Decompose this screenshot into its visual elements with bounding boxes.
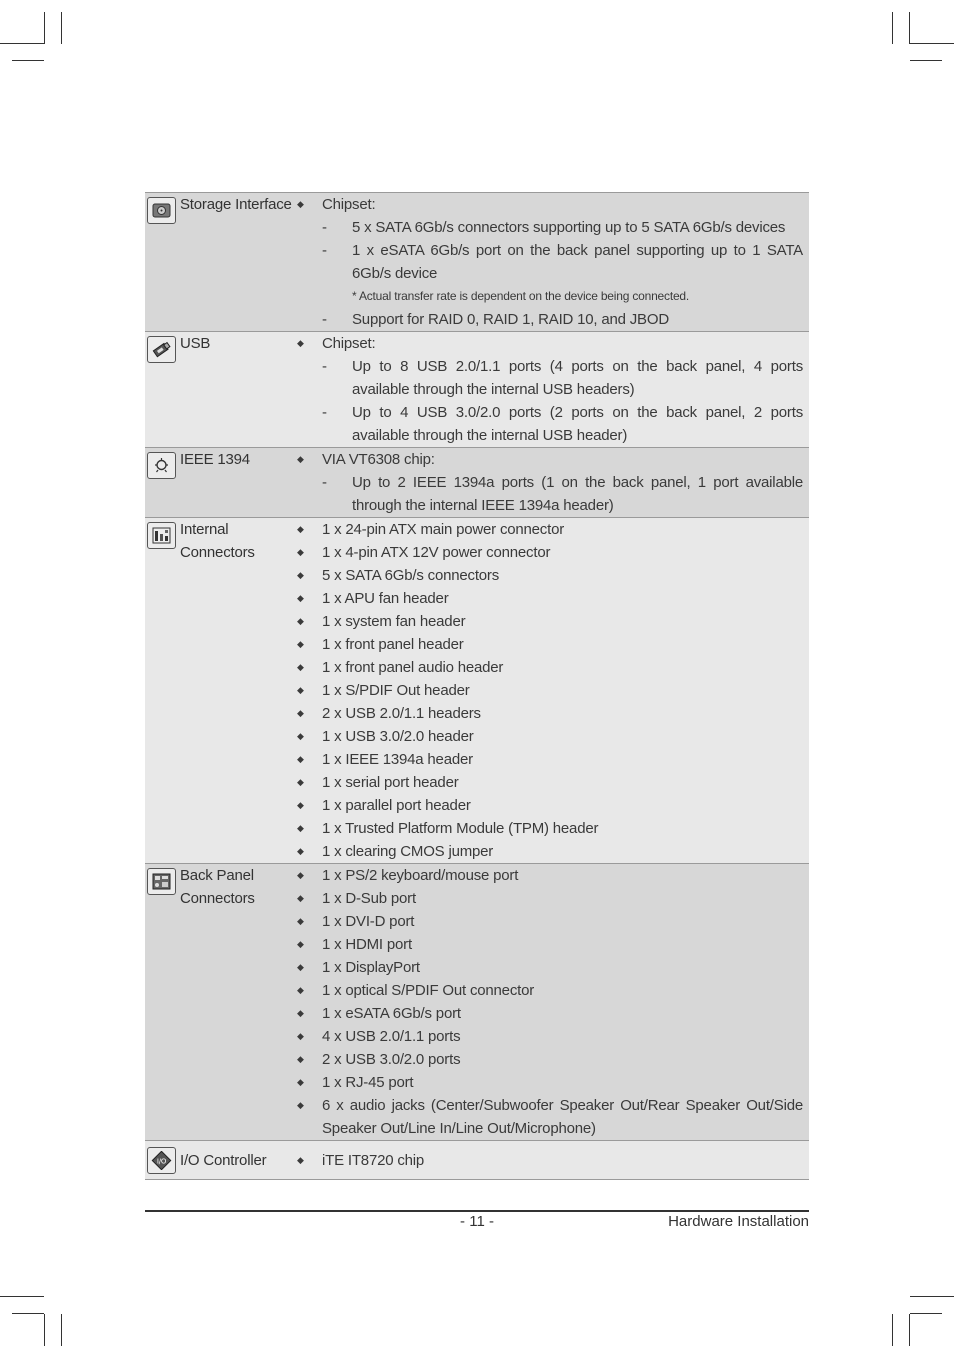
spec-bullet-text: 4 x USB 2.0/1.1 ports [322,1028,461,1045]
spec-content [292,448,809,517]
svg-text:I/O: I/O [156,1157,167,1165]
spec-bullet-item [292,956,803,979]
spec-bullet-text: 1 x USB 3.0/2.0 header [322,728,474,745]
diamond-bullet-icon: ◆ [297,777,304,787]
spec-bullet-item [292,541,803,564]
diamond-bullet-icon: ◆ [297,870,304,880]
spec-bullet-text: 5 x SATA 6Gb/s connectors [322,567,500,584]
spec-bullet-item [292,771,803,794]
spec-bullet-item [292,633,803,656]
diamond-bullet-icon: ◆ [297,547,304,557]
diamond-bullet-icon: ◆ [297,731,304,741]
spec-bullet-text: 1 x HDMI port [322,936,412,953]
spec-bullet-item [292,518,803,541]
spec-sub-text: 1 x eSATA 6Gb/s port on the back panel supporting up to 1 SATA 6Gb/s device [352,242,803,282]
crop-mark [0,43,44,44]
spec-bullet-text: 2 x USB 3.0/2.0 ports [322,1051,461,1068]
spec-bullet-text: 1 x Trusted Platform Module (TPM) header [322,820,599,837]
spec-sub-item [292,355,803,401]
spec-content [292,193,809,331]
spec-bullet-text: 1 x parallel port header [322,797,471,814]
diamond-bullet-icon: ◆ [297,639,304,649]
spec-bullet-item [292,1025,803,1048]
spec-sub-item [292,308,803,331]
spec-bullet-text: 1 x system fan header [322,613,466,630]
spec-bullet-item [292,725,803,748]
dash-marker: - [322,358,327,375]
crop-mark [0,1296,44,1297]
diamond-bullet-icon: ◆ [297,893,304,903]
spec-row-internal [145,518,809,864]
diamond-bullet-icon: ◆ [297,1054,304,1064]
spec-bullet-item [292,1149,803,1172]
spec-bullet-item [292,564,803,587]
spec-bullet-item [292,748,803,771]
diamond-bullet-icon: ◆ [297,962,304,972]
spec-bullet-text: 1 x optical S/PDIF Out connector [322,982,535,999]
spec-row-storage [145,193,809,332]
diamond-bullet-icon: ◆ [297,1031,304,1041]
spec-bullet-item [292,1048,803,1071]
diamond-bullet-icon: ◆ [297,593,304,603]
spec-content [292,1149,809,1172]
spec-bullet-item [292,587,803,610]
spec-bullet-item [292,1002,803,1025]
diamond-bullet-icon: ◆ [297,524,304,534]
diamond-bullet-icon: ◆ [297,662,304,672]
spec-category-label: I/O Controller [180,1151,267,1169]
spec-bullet-text: 6 x audio jacks (Center/Subwoofer Speaker Out/Rear Speaker Out/Side Speaker Out/Line In/Line Out/Microphone) [322,1097,803,1137]
crop-mark [910,1313,942,1314]
dash-marker: - [322,474,327,491]
spec-sub-text: 5 x SATA 6Gb/s connectors supporting up to 5 SATA 6Gb/s devices [352,219,786,236]
crop-mark [12,60,44,61]
spec-bullet-text: 1 x front panel audio header [322,659,504,676]
diamond-bullet-icon: ◆ [297,846,304,856]
spec-bullet-item [292,933,803,956]
diamond-bullet-icon: ◆ [297,1008,304,1018]
spec-bullet-item [292,1094,803,1140]
spec-bullet-text: VIA VT6308 chip: [322,451,435,468]
spec-bullet-text: iTE IT8720 chip [322,1151,425,1169]
diamond-bullet-icon: ◆ [297,338,304,348]
diamond-bullet-icon: ◆ [297,454,304,464]
spec-bullet-item [292,887,803,910]
spec-bullet-text: 1 x RJ-45 port [322,1074,414,1091]
spec-content [292,332,809,447]
diamond-bullet-icon: ◆ [297,616,304,626]
spec-footnote: * Actual transfer rate is dependent on the device being connected. [352,289,690,303]
spec-bullet-text: 1 x front panel header [322,636,464,653]
dash-marker: - [322,404,327,421]
spec-bullet-item [292,679,803,702]
dash-marker: - [322,242,327,259]
spec-bullet-text: 2 x USB 2.0/1.1 headers [322,705,481,722]
dash-marker: - [322,311,327,328]
spec-bullet-text: 1 x D-Sub port [322,890,416,907]
crop-mark [910,1296,954,1297]
spec-bullet-text: 1 x 4-pin ATX 12V power connector [322,544,551,561]
dash-marker: - [322,219,327,236]
diamond-bullet-icon: ◆ [297,1100,304,1110]
spec-row-io [145,1141,809,1180]
io-controller-icon [147,1147,176,1174]
diamond-bullet-icon: ◆ [297,1154,304,1165]
spec-sub-text: Up to 4 USB 3.0/2.0 ports (2 ports on the back panel, 2 ports available through the internal USB header) [352,404,803,444]
diamond-bullet-icon: ◆ [297,800,304,810]
spec-bullet-item [292,448,803,471]
diamond-bullet-icon: ◆ [297,1077,304,1087]
crop-mark [910,60,942,61]
spec-row-backpanel [145,864,809,1141]
diamond-bullet-icon: ◆ [297,916,304,926]
crop-mark [61,12,62,44]
crop-mark [909,12,910,44]
crop-mark [909,1314,910,1346]
spec-content [292,864,809,1140]
spec-bullet-item [292,840,803,863]
internal-connectors-icon [147,522,176,549]
spec-sub-text: Up to 8 USB 2.0/1.1 ports (4 ports on the back panel, 4 ports available through the internal USB headers) [352,358,803,398]
spec-bullet-text: 1 x PS/2 keyboard/mouse port [322,867,519,884]
crop-mark [910,43,954,44]
spec-bullet-text: 1 x clearing CMOS jumper [322,843,494,860]
diamond-bullet-icon: ◆ [297,939,304,949]
spec-bullet-item [292,794,803,817]
spec-sub-item [292,216,803,239]
spec-bullet-text: 1 x APU fan header [322,590,449,607]
diamond-bullet-icon: ◆ [297,985,304,995]
spec-sub-item [292,471,803,517]
diamond-bullet-icon: ◆ [297,823,304,833]
spec-bullet-item [292,979,803,1002]
crop-mark [892,12,893,44]
spec-bullet-text: 1 x 24-pin ATX main power connector [322,521,565,538]
spec-bullet-text: Chipset: [322,335,376,352]
spec-category-label: Internal Connectors [180,521,255,561]
diamond-bullet-icon: ◆ [297,754,304,764]
spec-bullet-text: 1 x eSATA 6Gb/s port [322,1005,461,1022]
footer-rule [145,1210,809,1212]
spec-bullet-item [292,656,803,679]
spec-bullet-text: Chipset: [322,196,376,213]
spec-bullet-text: 1 x DVI-D port [322,913,415,930]
crop-mark [44,12,45,44]
spec-bullet-item [292,193,803,216]
specification-table [145,192,809,1180]
spec-bullet-item [292,702,803,725]
spec-category-label: IEEE 1394 [180,451,250,468]
spec-category-label: USB [180,335,211,352]
spec-sub-item [292,239,803,285]
spec-bullet-text: 1 x DisplayPort [322,959,420,976]
spec-bullet-text: 1 x serial port header [322,774,459,791]
page-number: - 11 - [460,1213,494,1230]
spec-bullet-item [292,610,803,633]
spec-sub-item [292,401,803,447]
spec-sub-text: Up to 2 IEEE 1394a ports (1 on the back panel, 1 port available through the internal IEEE 1394a header) [352,474,803,514]
diamond-bullet-icon: ◆ [297,685,304,695]
usb-icon [147,336,176,363]
spec-bullet-item [292,332,803,355]
spec-sub-text: Support for RAID 0, RAID 1, RAID 10, and JBOD [352,311,669,328]
spec-bullet-text: 1 x IEEE 1394a header [322,751,473,768]
spec-content [292,518,809,863]
crop-mark [61,1314,62,1346]
spec-row-usb [145,332,809,448]
crop-mark [12,1313,44,1314]
spec-bullet-item [292,864,803,887]
spec-row-ieee [145,448,809,518]
diamond-bullet-icon: ◆ [297,708,304,718]
footer-section-title: Hardware Installation [668,1213,809,1230]
crop-mark [892,1314,893,1346]
crop-mark [44,1314,45,1346]
spec-bullet-item [292,910,803,933]
spec-category-label: Back Panel Connectors [180,867,255,907]
spec-bullet-text: 1 x S/PDIF Out header [322,682,470,699]
diamond-bullet-icon: ◆ [297,570,304,580]
spec-bullet-item [292,1071,803,1094]
storage-icon [147,197,176,224]
diamond-bullet-icon: ◆ [297,199,304,209]
back-panel-icon [147,868,176,895]
spec-category-label: Storage Interface [180,196,292,213]
ieee1394-icon [147,452,176,479]
spec-bullet-item [292,817,803,840]
